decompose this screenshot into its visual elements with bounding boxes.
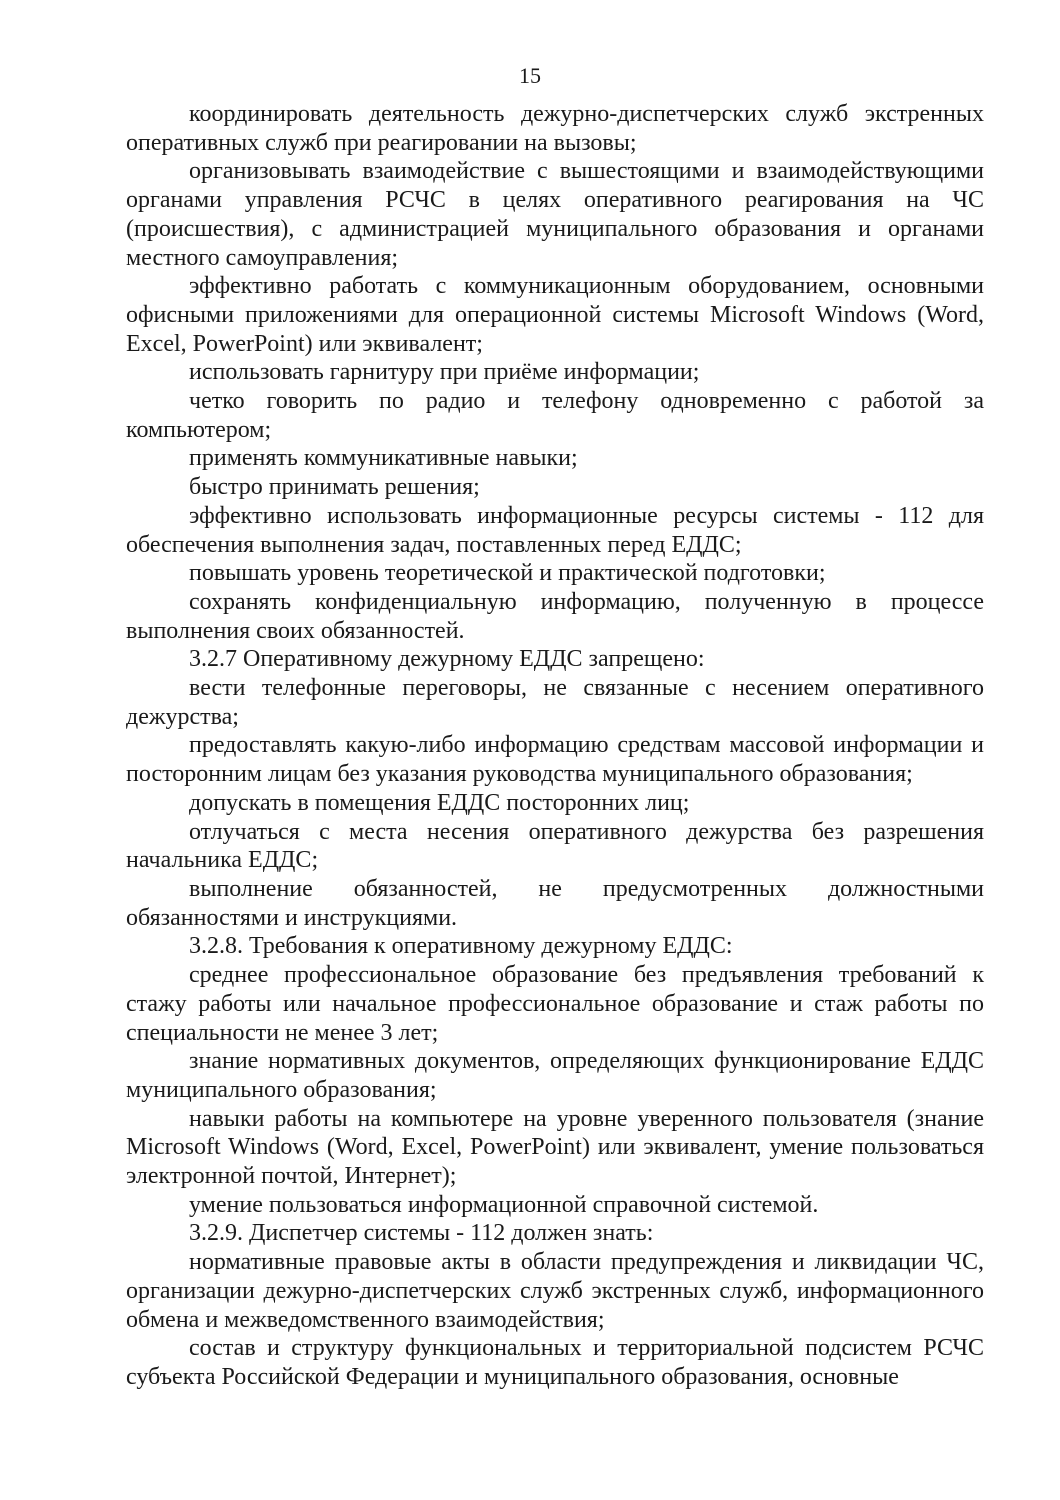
paragraph: координировать деятельность дежурно-диспетчерских служб экстренных оперативных служб при реагировании на вызовы; [126, 101, 984, 156]
paragraph: эффективно использовать информационные ресурсы системы - 112 для обеспечения выполнения задач, поставленных перед ЕДДС; [126, 502, 984, 558]
paragraph: умение пользоваться информационной справочной системой. [189, 1191, 819, 1218]
paragraph: эффективно работать с коммуникационным оборудованием, основными офисными приложениями для операционной системы Microsoft Windows (Word, Excel, PowerPoint) или эквивалент; [126, 273, 984, 357]
paragraph: применять коммуникативные навыки; [189, 445, 578, 472]
paragraph: быстро принимать решения; [189, 474, 480, 501]
paragraph: вести телефонные переговоры, не связанные с несением оперативного дежурства; [126, 675, 984, 730]
paragraph: состав и структуру функциональных и территориальной подсистем РСЧС субъекта Российской Федерации и муниципального образования, основные [126, 1335, 984, 1390]
paragraph: сохранять конфиденциальную информацию, полученную в процессе выполнения своих обязанностей. [126, 588, 984, 644]
paragraph: нормативные правовые акты в области предупреждения и ликвидации ЧС, организации дежурно-диспетчерских служб экстренных служб, информационного обмена и межведомственного взаимодействия; [126, 1249, 984, 1333]
paragraph: выполнение обязанностей, не предусмотренных должностными обязанностями и инструкциями. [126, 875, 984, 931]
paragraph: среднее профессиональное образование без предъявления требований к стажу работы или начальное профессиональное образование и стаж работы по специальности не менее 3 лет; [126, 962, 984, 1046]
paragraph: повышать уровень теоретической и практической подготовки; [189, 560, 826, 587]
section-heading: 3.2.8. Требования к оперативному дежурному ЕДДС: [189, 933, 733, 960]
paragraph: навыки работы на компьютере на уровне уверенного пользователя (знание Microsoft Windows (Word, Excel, PowerPoint) или эквивалент, умение пользоваться электронной почтой, Интернет); [126, 1105, 984, 1190]
document-body [126, 100, 984, 1392]
paragraph: четко говорить по радио и телефону одновременно с работой за компьютером; [126, 388, 984, 443]
page-number: 15 [519, 63, 541, 88]
paragraph: допускать в помещения ЕДДС посторонних лиц; [189, 789, 690, 816]
paragraph: предоставлять какую-либо информацию средствам массовой информации и посторонним лицам без указания руководства муниципального образования; [126, 732, 984, 788]
section-heading: 3.2.7 Оперативному дежурному ЕДДС запрещено: [189, 646, 705, 673]
paragraph: знание нормативных документов, определяющих функционирование ЕДДС муниципального образования; [126, 1048, 984, 1103]
paragraph: отлучаться с места несения оперативного дежурства без разрешения начальника ЕДДС; [126, 818, 984, 874]
paragraph: организовывать взаимодействие с вышестоящими и взаимодействующими органами управления РСЧС в целях оперативного реагирования на ЧС (происшествия), с администрацией муниципального образования и органами местного самоуправления; [126, 158, 984, 271]
section-heading: 3.2.9. Диспетчер системы - 112 должен знать: [189, 1220, 654, 1247]
paragraph: использовать гарнитуру при приёме информации; [189, 359, 700, 386]
